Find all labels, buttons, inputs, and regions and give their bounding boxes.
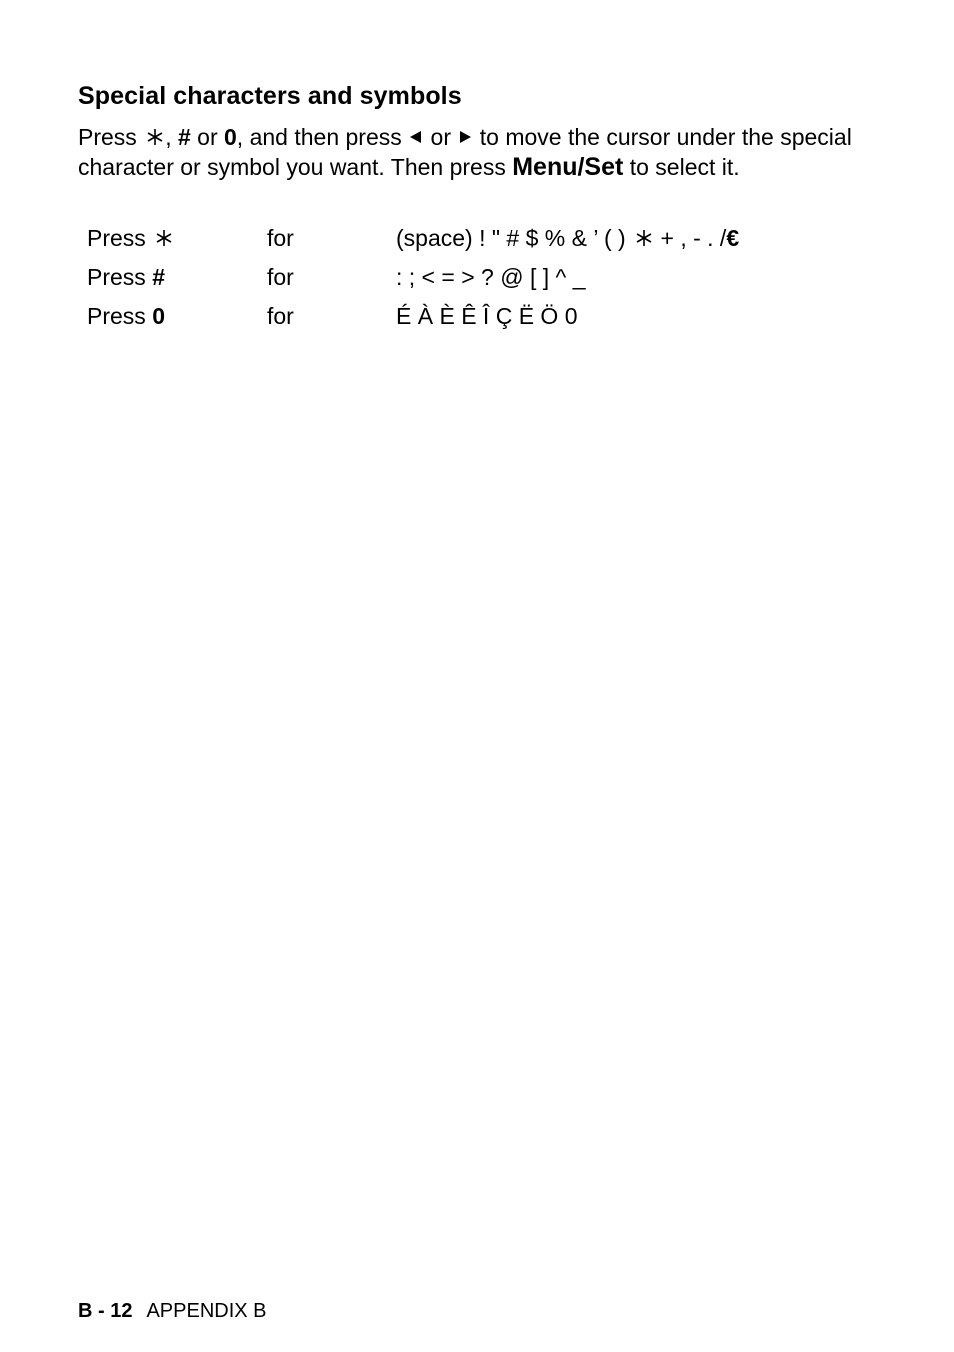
footer-title: APPENDIX B xyxy=(146,1300,267,1322)
left-arrow-icon xyxy=(408,123,424,139)
row-characters: : ; < = > ? @ [ ] ^ _ xyxy=(396,264,586,290)
row-press-label: Press # xyxy=(87,264,165,290)
intro-zero-key: 0 xyxy=(224,124,237,150)
euro-symbol: € xyxy=(726,225,740,251)
intro-select-text: to select it. xyxy=(629,153,740,180)
star-key-icon xyxy=(143,128,165,146)
row-for-label: for xyxy=(267,303,294,329)
row-press-label: Press 0 xyxy=(87,303,165,329)
intro-and-then: , and then press xyxy=(236,124,402,150)
row-for-label: for xyxy=(267,225,294,251)
row-characters: (space) ! " # $ % & ’ ( ) + , - . /€ xyxy=(396,225,740,251)
row-characters: É À È Ê Î Ç Ë Ö 0 xyxy=(396,303,578,329)
zero-key: 0 xyxy=(152,303,165,329)
star-key-icon xyxy=(152,229,174,247)
intro-move-text: to move the cursor under the special character or symbol you want. Then press xyxy=(78,124,852,180)
intro-paragraph xyxy=(78,123,878,182)
intro-or-1: or xyxy=(197,124,218,150)
row-for-label: for xyxy=(267,264,294,290)
menu-set-key: Menu/Set xyxy=(512,152,624,181)
hash-key: # xyxy=(152,264,165,290)
row-press-label: Press xyxy=(87,225,174,252)
intro-press: Press xyxy=(78,124,137,150)
right-arrow-icon xyxy=(457,123,473,139)
intro-comma: , xyxy=(165,124,172,150)
page-footer xyxy=(78,1300,267,1323)
star-symbol-icon xyxy=(632,229,654,247)
page-number: B - 12 xyxy=(78,1300,133,1322)
section-heading: Special characters and symbols xyxy=(78,82,462,110)
intro-hash-key: # xyxy=(177,124,191,150)
intro-or-2: or xyxy=(430,124,451,150)
